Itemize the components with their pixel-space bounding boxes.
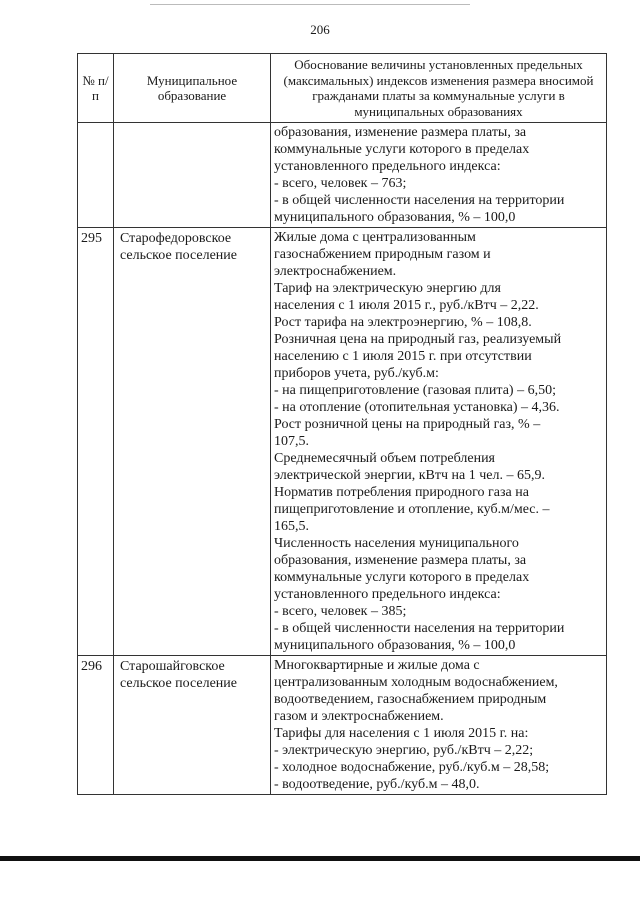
justification-line: - всего, человек – 763;: [274, 176, 407, 191]
justification-line: - водоотведение, руб./куб.м – 48,0.: [274, 777, 480, 792]
justification-line: пищеприготовление и отопление, куб.м/мес. –: [274, 502, 550, 517]
justification-line: образования, изменение размера платы, за: [274, 553, 527, 568]
justification-line: - холодное водоснабжение, руб./куб.м – 28,58;: [274, 760, 550, 775]
justification-line: Розничная цена на природный газ, реализуемый: [274, 332, 562, 347]
justification-line: Тарифы для населения с 1 июля 2015 г. на:: [274, 726, 529, 741]
header-municipality: Муниципальное образование: [114, 54, 271, 123]
justification-line: 107,5.: [274, 434, 309, 449]
justification-line: - в общей численности населения на территории: [274, 193, 565, 208]
page-number: 206: [310, 22, 330, 37]
row-number: 295: [78, 228, 114, 656]
justification-line: установленного предельного индекса:: [274, 159, 501, 174]
table-header-row: [78, 54, 607, 123]
justification-line: коммунальные услуги которого в пределах: [274, 570, 530, 585]
table-row: [78, 228, 607, 656]
row-number: [78, 123, 114, 228]
justification-line: Среднемесячный объем потребления: [274, 451, 495, 466]
justification-line: населению с 1 июля 2015 г. при отсутствии: [274, 349, 532, 364]
justification-line: Тариф на электрическую энергию для: [274, 281, 501, 296]
table-row: [78, 656, 607, 795]
justification-line: - в общей численности населения на территории: [274, 621, 565, 636]
row-number: 296: [78, 656, 114, 795]
justification-line: водоотведением, газоснабжением природным: [274, 692, 547, 707]
justification-line: Норматив потребления природного газа на: [274, 485, 529, 500]
justification-line: газоснабжением природным газом и: [274, 247, 491, 262]
justification-line: образования, изменение размера платы, за: [274, 125, 527, 140]
justification-line: Многоквартирные и жилые дома с: [274, 658, 480, 673]
municipality-name: Старошайговское сельское поселение: [114, 656, 271, 795]
justification-text: [271, 228, 607, 656]
justification-line: газом и электроснабжением.: [274, 709, 444, 724]
municipality-name: Старофедоровское сельское поселение: [114, 228, 271, 656]
justification-line: Рост розничной цены на природный газ, % –: [274, 417, 541, 432]
justification-line: муниципального образования, % – 100,0: [274, 638, 516, 653]
justification-line: централизованным холодным водоснабжением,: [274, 675, 558, 690]
justification-line: Рост тарифа на электроэнергию, % – 108,8.: [274, 315, 532, 330]
justification-line: Жилые дома с централизованным: [274, 230, 476, 245]
justification-text: [271, 656, 607, 795]
scan-artifact-line: [150, 4, 470, 5]
justification-line: коммунальные услуги которого в пределах: [274, 142, 530, 157]
justification-line: Численность населения муниципального: [274, 536, 519, 551]
justification-line: - на отопление (отопительная установка) – 4,36.: [274, 400, 560, 415]
header-justification: Обоснование величины установленных предельных (максимальных) индексов изменения размера вносимой гражданами платы за коммунальные услуги в муниципальных образованиях: [271, 54, 607, 123]
justification-line: приборов учета, руб./куб.м:: [274, 366, 439, 381]
table-row: [78, 123, 607, 228]
header-number: № п/п: [78, 54, 114, 123]
justification-line: установленного предельного индекса:: [274, 587, 501, 602]
justification-line: 165,5.: [274, 519, 309, 534]
tariff-justification-table: [77, 53, 607, 795]
justification-line: населения с 1 июля 2015 г., руб./кВтч – 2,22.: [274, 298, 539, 313]
municipality-name: [114, 123, 271, 228]
justification-line: электроснабжением.: [274, 264, 397, 279]
justification-line: муниципального образования, % – 100,0: [274, 210, 516, 225]
bottom-rule: [0, 856, 640, 861]
justification-line: - всего, человек – 385;: [274, 604, 407, 619]
justification-line: электрической энергии, кВтч на 1 чел. – 65,9.: [274, 468, 545, 483]
justification-line: - на пищеприготовление (газовая плита) – 6,50;: [274, 383, 556, 398]
justification-line: - электрическую энергию, руб./кВтч – 2,22;: [274, 743, 534, 758]
justification-text: [271, 123, 607, 228]
